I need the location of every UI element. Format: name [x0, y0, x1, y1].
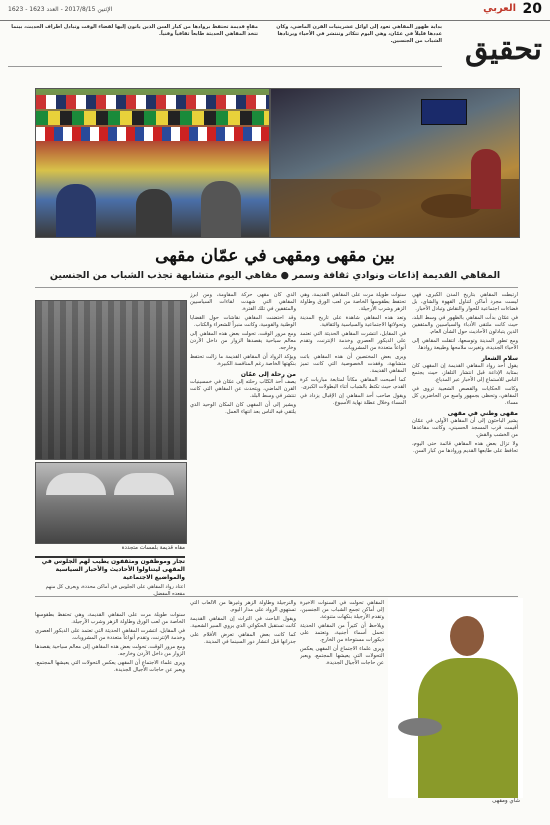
paragraph: سنوات طويلة مرت على المقاهي القديمة، وهي تحتفظ بطقوسها الخاصة من لعب الورق وطاولة الزهر وشرب الأرجيلة. — [300, 292, 406, 312]
teaser-right: بداية ظهور المقاهي تعود إلى أوائل عشرينيات القرن الماضي، وكان عددها قليلاً في عمّان، وهي اليوم تتكاثر وتنتشر في الأحياء ويرتادها الشباب من الجنسين. — [276, 24, 442, 44]
text-column-6 — [35, 612, 185, 815]
text-column-1 — [412, 292, 518, 592]
paragraph: ويرى علماء الاجتماع أن المقهى يعكس التحولات التي يعيشها المجتمع، ويعبر عن حاجات الأجيال الجديدة. — [300, 646, 384, 666]
page-header — [0, 0, 550, 21]
page-number: 20 — [522, 1, 542, 17]
paragraph: وكانت الحكايات والقصص الشعبية تروى في المقاهي، وتحظى بجمهور واسع من الحاضرين كل مساء. — [412, 386, 518, 406]
text-column-3 — [190, 292, 296, 592]
newspaper-brand: العربي — [483, 3, 516, 14]
paragraph: يصف أحد الكتّاب رحلته إلى عمّان في خمسينيات القرن الماضي، ويتحدث عن المقاهي التي كانت تنتشر في وسط البلد. — [190, 379, 296, 399]
subheading: مقهى وطني في مقهى — [447, 410, 518, 417]
modern-cafe-photo — [270, 88, 520, 238]
paragraph: الذي كان مقهى حركة المقاومة، ومن أبرز المقاهي التي شهدت لقاءات السياسيين والمثقفين في تلك الفترة. — [190, 292, 296, 312]
pull-quote — [35, 556, 185, 616]
text-column-2 — [300, 292, 406, 592]
photo-caption: مقاه قديمة بلمسات متجددة — [121, 545, 185, 551]
paragraph: ارتبطت المقاهي بتاريخ المدن الكبرى، فهي ليست مجرد أماكن لتناول القهوة والشاي، بل فضاءات اجتماعية للحوار والنقاش وتبادل الأخبار. — [412, 292, 518, 312]
paragraph: كما أصبحت المقاهي مكاناً لمتابعة مباريات كرة القدم، حيث تكتظ بالشباب أثناء البطولات الكبرى. — [300, 377, 406, 390]
paragraph: في المقابل، انتشرت المقاهي الحديثة التي تعتمد على الديكور العصري وخدمة الإنترنت، وتقدم أنواعاً متعددة من المشروبات. — [300, 331, 406, 351]
paragraph: ويلاحظ أن كثيراً من المقاهي الحديثة تحمل أسماء أجنبية، وتعتمد على ديكورات مستوحاة من الخارج. — [300, 623, 384, 643]
teaser-left: مقاهٍ قديمة تحتفظ بروادها من كبار السن الذين يأتون إليها لقضاء الوقت وتبادل أطراف الحديث، بينما تتخذ المقاهي الحديثة طابعاً ثقافياً وفنياً. — [11, 24, 258, 37]
paragraph: ويرى بعض المختصين أن هذه المقاهي باتت متشابهة، وفقدت الخصوصية التي كانت تميز المقاهي القديمة. — [300, 354, 406, 374]
portrait-caption: شاي ومقهى — [492, 798, 520, 804]
old-storefront-photo — [35, 462, 187, 544]
paragraph: ولا تزال بعض هذه المقاهي قائمة حتى اليوم، تحافظ على طابعها القديم وروادها من كبار السن. — [412, 441, 518, 454]
paragraph: ومع تطور المدينة وتوسعها، انتقلت المقاهي إلى الأحياء الجديدة، وتغيرت ملامحها وطبيعة روادها. — [412, 338, 518, 351]
paragraph: ومع مرور الوقت، تحولت بعض هذه المقاهي إلى معالم سياحية يقصدها الزوار من داخل الأردن وخارجه. — [190, 331, 296, 351]
subheading: من رحلة إلى عمّان — [240, 371, 296, 378]
headline-divider — [35, 287, 518, 288]
paragraph: يشير الباحثون إلى أن المقاهي الأولى في عمّان أقيمت قرب المسجد الحسيني، وكانت مقاعدها من الخشب والقش. — [412, 418, 518, 438]
text-column-4 — [300, 600, 384, 815]
issue-date: الإثنين 2017/8/15 - العدد 1623 - 1623 — [8, 6, 113, 13]
paragraph: ويقول صاحب أحد المقاهي إن الإقبال يزداد في المساء وخلال عطلة نهاية الأسبوع. — [300, 393, 406, 406]
text-column-5 — [190, 600, 296, 815]
paragraph: ويقول الباحث في التراث إن المقاهي القديمة كانت تستقبل الحكواتي الذي يروي السير الشعبية. — [190, 616, 296, 629]
paragraph: يقول أحد رواد المقاهي القديمة إن المقهى كان بمثابة الإذاعة قبل انتشار التلفاز، حيث يجتمع الناس للاستماع إلى الأخبار عبر المذياع. — [412, 363, 518, 383]
section-divider — [35, 596, 518, 597]
pull-quote-body: اعتاد رواد المقاهي على الجلوس في أماكن محددة، ويعرف كل منهم مقعده المفضل. — [45, 584, 185, 597]
paragraph: ويرى علماء الاجتماع أن المقهى يعكس التحولات التي يعيشها المجتمع، ويعبر عن حاجات الأجيال الجديدة. — [35, 660, 185, 673]
paragraph: سنوات طويلة مرت على المقاهي القديمة، وهي تحتفظ بطقوسها الخاصة من لعب الورق وطاولة الزهر وشرب الأرجيلة. — [35, 612, 185, 625]
article-headline: بين مقهى ومقهى في عمّان مقهى — [155, 246, 395, 266]
subheading: سلام الشعار — [481, 355, 518, 362]
paragraph: والنرجيلة وطاولة الزهر وغيرها من الألعاب التي تستهوي الرواد على مدار اليوم. — [190, 600, 296, 613]
paragraph: وقد احتضنت المقاهي نقاشات حول القضايا الوطنية والقومية، وكانت منبراً للشعراء والكتاب. — [190, 315, 296, 328]
paragraph: ويؤكد الرواد أن المقاهي القديمة ما زالت تحتفظ بنكهتها الخاصة رغم المنافسة الكبيرة. — [190, 354, 296, 367]
teaser-divider — [8, 66, 442, 67]
paragraph: في عمّان بدأت المقاهي بالظهور في وسط البلد، حيث كانت ملتقى الأدباء والسياسيين والمثقفين الذين يتبادلون الأحاديث حول الشأن العام. — [412, 315, 518, 335]
paragraph: المقاهي تحولت في السنوات الأخيرة إلى أماكن تجمع الشباب من الجنسين، وتقدم الأرجيلة بنكهات متنوعة. — [300, 600, 384, 620]
article-subheadline: المقاهي القديمة إذاعات ونوادي ثقافة وسمر ● مقاهي اليوم متشابهة تجذب الشباب من الجنسين — [49, 270, 501, 281]
paragraph: ويشير إلى أن المقهى كان المكان الوحيد الذي يلتقي فيه الناس بعد انتهاء العمل. — [190, 402, 296, 415]
paragraph: في المقابل، انتشرت المقاهي الحديثة التي تعتمد على الديكور العصري وخدمة الإنترنت، وتقدم أنواعاً متعددة من المشروبات. — [35, 628, 185, 641]
paragraph: كما كانت بعض المقاهي تعرض الأفلام على جدرانها قبل انتشار دور السينما في المدينة. — [190, 632, 296, 645]
cafe-flags-photo — [35, 88, 270, 238]
pull-quote-title: تجار وموظفون ومثقفون يطيب لهم الجلوس في المقهى ليتناولوا الأحاديث والأخبار السياسية والمواضيع الاجتماعية — [41, 558, 185, 581]
old-cafe-photo — [35, 300, 187, 460]
paragraph: ومع مرور الوقت، تحولت بعض هذه المقاهي إلى معالم سياحية يقصدها الزوار من داخل الأردن وخارجه. — [35, 644, 185, 657]
portrait-photo — [388, 598, 523, 798]
paragraph: وتعد هذه المقاهي شاهدة على تاريخ المدينة وتحولاتها الاجتماعية والسياسية والثقافية. — [300, 315, 406, 328]
section-title: تحقيق — [465, 32, 542, 67]
